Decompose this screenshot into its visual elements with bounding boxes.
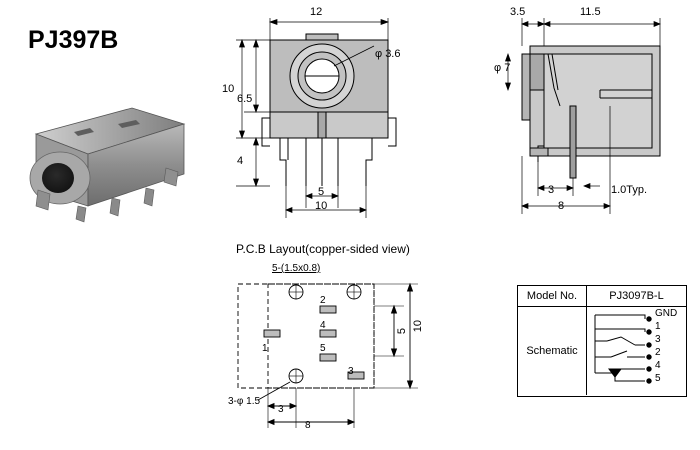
schematic-pin-5: 5: [655, 373, 661, 384]
dim-top-width: 12: [310, 6, 323, 18]
model-no-value: PJ3097B-L: [609, 290, 664, 302]
pcb-layout-caption: P.C.B Layout(copper-sided view): [236, 242, 410, 256]
dim-side-body: 11.5: [580, 6, 601, 18]
pcb-pad-number-5: 5: [320, 343, 326, 354]
schematic-pin-1: 1: [655, 321, 661, 332]
schematic-pin-gnd: GND: [655, 308, 678, 319]
pcb-layout-drawing: [228, 276, 458, 441]
schematic-pin-3: 3: [655, 334, 661, 345]
schematic-table: [517, 285, 687, 397]
side-view-drawing: [492, 10, 692, 225]
dim-left-height: 10: [222, 83, 235, 95]
dim-lower-height: 4: [237, 155, 244, 167]
pcb-dim-left: 3: [278, 404, 284, 415]
dim-side-front: 3.5: [510, 6, 526, 18]
schematic-pin-4: 4: [655, 360, 661, 371]
page-title: PJ397B: [28, 26, 119, 54]
pcb-pad-number-4: 4: [320, 320, 326, 331]
schematic-label: Schematic: [518, 307, 587, 395]
dim-pin-span-outer: 10: [315, 200, 328, 212]
dim-barrel-diameter: φ 7: [494, 62, 511, 74]
dim-typ: 1.0Typ.: [611, 184, 648, 196]
dim-inner-height: 6.5: [237, 93, 253, 105]
schematic-diagram: [587, 307, 686, 395]
dim-side-pin-offset: 3: [548, 184, 555, 196]
dim-pin-span-inner: 5: [318, 186, 325, 198]
dim-side-total: 8: [558, 200, 565, 212]
pcb-pad-number-1: 1: [262, 343, 268, 354]
model-no-label: Model No.: [518, 286, 587, 306]
pcb-hole-note: 3-φ 1.5: [228, 396, 261, 407]
schematic-pin-2: 2: [655, 347, 661, 358]
pcb-pad-note: 5-(1.5x0.8): [272, 263, 321, 274]
product-photo: [14, 98, 194, 238]
pcb-pad-number-3: 3: [348, 366, 354, 377]
pcb-dim-bottom: 8: [305, 420, 311, 431]
pcb-dim-right-outer: 10: [412, 320, 424, 333]
pcb-pad-number-2: 2: [320, 295, 326, 306]
pcb-dim-right-inner: 5: [396, 328, 408, 335]
dim-hole-diameter: φ 3.6: [375, 48, 401, 60]
